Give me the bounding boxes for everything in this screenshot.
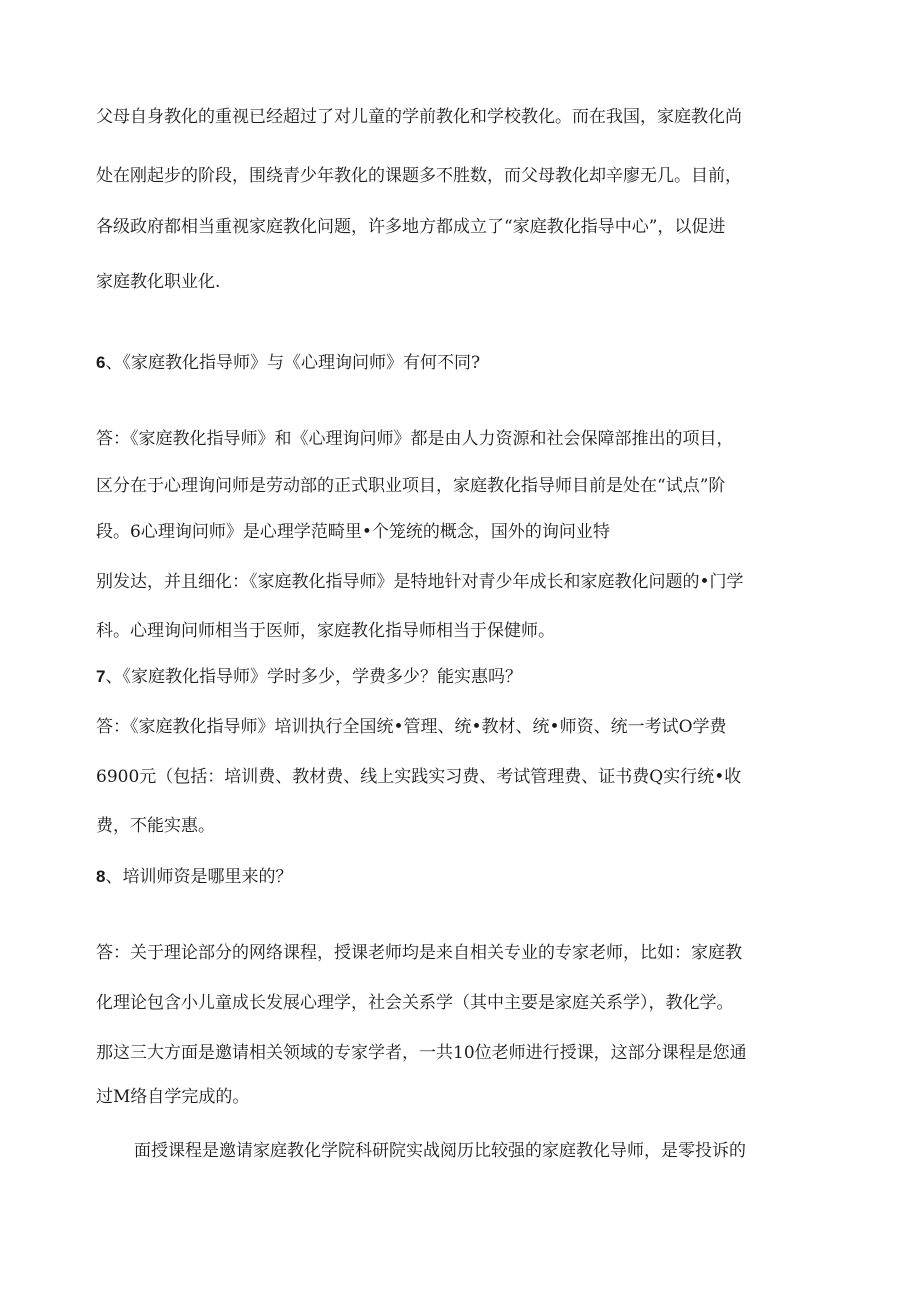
question-7-number: 7 <box>96 667 106 686</box>
answer-6-line-4: 别发达，并且细化：《家庭教化指导师》是特地针对青少年成长和家庭教化问题的•门学 <box>96 572 744 592</box>
answer-8-line-1: 答：关于理论部分的网络课程，授课老师均是来自相关专业的专家老师，比如：家庭教 <box>96 943 742 963</box>
answer-6-line-5: 科。心理询问师相当于医师，家庭教化指导师相当于保健师。 <box>96 621 555 641</box>
intro-line-1: 父母自身教化的重视已经超过了对儿童的学前教化和学校教化。而在我国，家庭教化尚 <box>96 107 742 127</box>
question-8 <box>96 866 292 888</box>
answer-6-line-1: 答：《家庭教化指导师》和《心理询问师》都是由人力资源和社会保障部推出的项目， <box>96 429 734 449</box>
answer-7-line-2: 6900元（包括：培训费、教材费、线上实践实习费、考试管理费、证书费Q实行统•收 <box>96 767 742 787</box>
answer-8-line-2: 化理论包含小儿童成长发展心理学，社会关系学（其中主要是家庭关系学），教化学。 <box>96 993 734 1013</box>
answer-7-line-3: 费，不能实惠。 <box>96 816 215 836</box>
question-6-text: 、《家庭教化指导师》与《心理询问师》有何不同? <box>105 353 481 373</box>
answer-7-line-1: 答：《家庭教化指导师》培训执行全国统•管理、统•教材、统•师资、统一考试O学费 <box>96 717 727 737</box>
answer-8-line-4: 过M络自学完成的。 <box>96 1087 250 1107</box>
question-7-text: 、《家庭教化指导师》学时多少，学费多少？能实惠吗？ <box>105 667 522 687</box>
answer-6-line-3: 段。6心理询问师》是心理学范畸里•个笼统的概念，国外的询问业特 <box>96 522 610 542</box>
intro-line-4: 家庭教化职业化. <box>96 272 221 292</box>
answer-8-line-3: 那这三大方面是邀请相关领域的专家学者，一共10位老师进行授课，这部分课程是您通 <box>96 1043 747 1063</box>
intro-line-3: 各级政府都相当重视家庭教化问题，许多地方都成立了“家庭教化指导中心”，以促进 <box>96 217 726 237</box>
question-8-text: 、培训师资是哪里来的？ <box>105 867 293 887</box>
question-8-number: 8 <box>96 867 106 886</box>
question-6-number: 6 <box>96 353 106 372</box>
question-7 <box>96 666 522 688</box>
answer-8-paragraph-2: 面授课程是邀请家庭教化学院科研院实战阅历比较强的家庭教化导师，是零投诉的 <box>134 1141 746 1161</box>
question-6 <box>96 352 480 374</box>
answer-6-line-2: 区分在于心理询问师是劳动部的正式职业项目，家庭教化指导师目前是处在“试点”阶 <box>96 476 726 496</box>
intro-line-2: 处在刚起步的阶段，围绕青少年教化的课题多不胜数，而父母教化却辛廖无几。目前， <box>96 166 742 186</box>
